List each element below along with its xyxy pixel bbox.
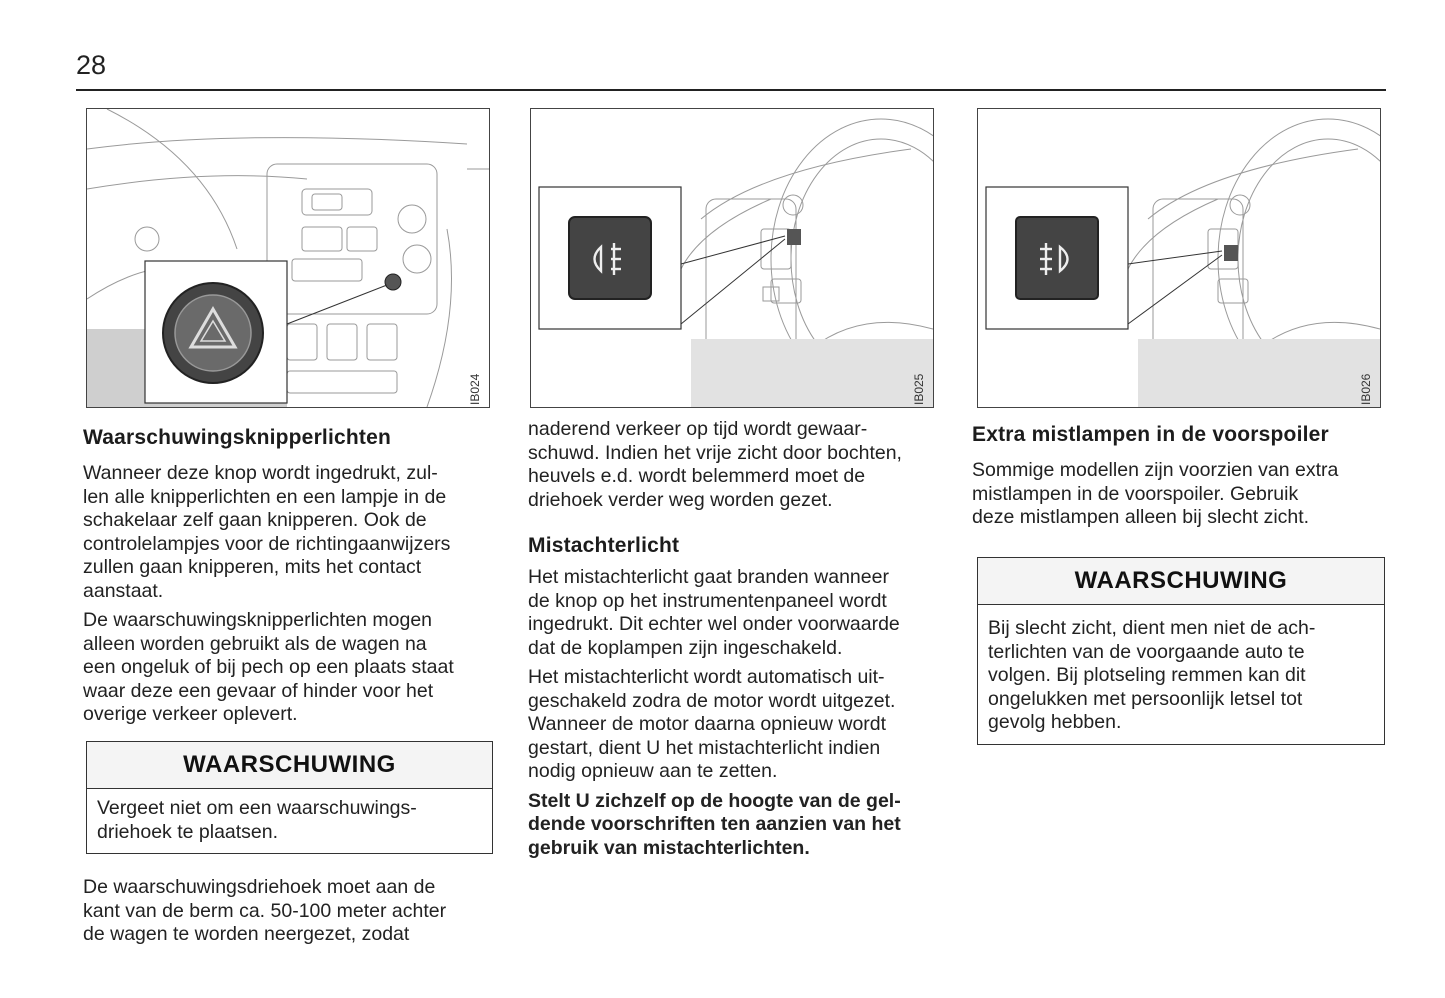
paragraph: naderend verkeer op tijd wordt gewaar- schuwd. Indien het vrije zicht door bochten, heuvels e.d. wordt belemmerd moet de driehoek verder weg worden gezet.: [528, 418, 902, 511]
paragraph: De waarschuwingsknipperlichten mogen alleen worden gebruikt als de wagen na een ongeluk of bij pech op een plaats staat waar deze een gevaar of hinder voor het overige verkeer oplevert.: [83, 609, 454, 725]
column-rear-fog-light: [528, 418, 953, 860]
header-rule: [76, 89, 1386, 91]
paragraph: De waarschuwingsdriehoek moet aan de kant van de berm ca. 50-100 meter achter de wagen te worden neergezet, zodat: [83, 876, 447, 945]
paragraph-bold: Stelt U zichzelf op de hoogte van de gel- dende voorschriften ten aanzien van het gebruik van mistachterlichten.: [528, 789, 901, 859]
dashboard-illustration: [978, 109, 1380, 407]
column-hazard-lights-continued: [83, 876, 503, 947]
page-number: 28: [76, 50, 107, 80]
column-front-fog-lights: [972, 423, 1392, 530]
section-heading: Mistachterlicht: [528, 534, 680, 557]
paragraph: Het mistachterlicht gaat branden wanneer de knop op het instrumentenpaneel wordt ingedrukt. Dit echter wel onder voorwaarde dat de koplampen zijn ingeschakeld.: [528, 566, 900, 659]
warning-title: WAARSCHUWING: [87, 742, 492, 789]
figure-front-fog-switch: [977, 108, 1381, 408]
column-hazard-lights: [83, 426, 503, 727]
dashboard-illustration: [531, 109, 933, 407]
section-heading: Waarschuwingsknipperlichten: [83, 426, 392, 449]
figure-code: IB025: [912, 373, 926, 405]
paragraph: Het mistachterlicht wordt automatisch uit- geschakeld zodra de motor wordt uitgezet. Wanneer de motor daarna opnieuw wordt gestart, dient U het mistachterlicht indien nodig opnieuw aan te zetten.: [528, 666, 896, 782]
figure-rear-fog-switch: [530, 108, 934, 408]
warning-box: [86, 741, 493, 854]
warning-box: [977, 557, 1385, 745]
figure-hazard-switch: [86, 108, 490, 408]
dashboard-illustration: [87, 109, 489, 407]
section-heading: Extra mistlampen in de voorspoiler: [972, 423, 1329, 446]
warning-text: Bij slecht zicht, dient men niet de ach- terlichten van de voorgaande auto te volgen. Bij plotseling remmen kan dit ongelukken met persoonlijk letsel tot gevolg hebben.: [988, 617, 1316, 733]
figure-code: IB026: [1359, 373, 1373, 405]
warning-text: Vergeet niet om een waarschuwings- driehoek te plaatsen.: [97, 797, 417, 843]
paragraph: Sommige modellen zijn voorzien van extra mistlampen in de voorspoiler. Gebruik deze mistlampen alleen bij slecht zicht.: [972, 459, 1339, 528]
figure-code: IB024: [468, 373, 482, 405]
paragraph: Wanneer deze knop wordt ingedrukt, zul- len alle knipperlichten en een lampje in de schakelaar zelf gaan knipperen. Ook de controlelampjes voor de richtingaanwijzers zullen gaan knipperen, mits het contact aanstaat.: [83, 462, 451, 602]
warning-title: WAARSCHUWING: [978, 558, 1384, 605]
